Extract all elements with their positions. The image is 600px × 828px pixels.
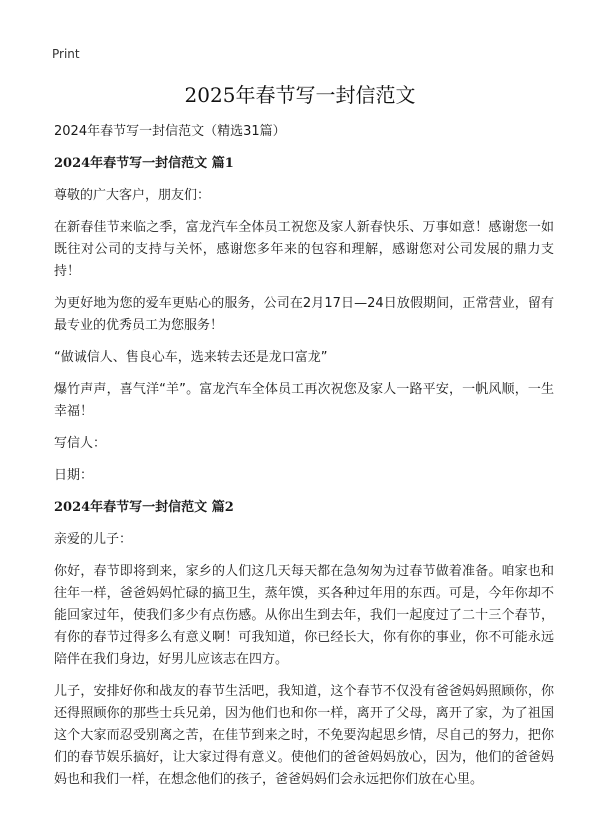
section-heading: 2024年春节写一封信范文 篇2 bbox=[54, 500, 234, 515]
section-heading: 2024年春节写一封信范文 篇1 bbox=[54, 156, 234, 171]
section-2 bbox=[54, 497, 554, 791]
document-body bbox=[54, 121, 554, 801]
document-title: 2025年春节写一封信范文 bbox=[184, 83, 416, 107]
paragraph: 你好，春节即将到来，家乡的人们这几天每天都在急匆匆为过春节做着准备。咱家也和往年一样，爸爸妈妈忙碌的搞卫生，蒸年馍，买各种过年用的东西。可是，今年你却不能回家过年，使我们多少有点伤感。从你出生到去年，我们一起度过了二十三个春节，有你的春节过得多么有意义啊！可我知道，你已经长大，你有你的事业，你不可能永远陪伴在我们身边，好男儿应该志在四方。 bbox=[54, 564, 554, 667]
document-subtitle: 2024年春节写一封信范文（精选31篇） bbox=[54, 124, 286, 139]
paragraph: 在新春佳节来临之季，富龙汽车全体员工祝您及家人新春快乐、万事如意！感谢您一如既往对公司的支持与关怀，感谢您多年来的包容和理解，感谢您对公司发展的鼎力支持！ bbox=[54, 220, 554, 279]
paragraph: 为更好地为您的爱车更贴心的服务，公司在2月17日—24日放假期间，正常营业，留有最专业的优秀员工为您服务！ bbox=[54, 296, 554, 333]
salutation: 尊敬的广大客户，朋友们： bbox=[54, 188, 211, 203]
paragraph: 爆竹声声，喜气洋“羊”。富龙汽车全体员工再次祝您及家人一路平安，一帆风顺，一生幸福！ bbox=[54, 382, 554, 419]
paragraph: “做诚信人、售良心车，选来转去还是龙口富龙” bbox=[54, 350, 328, 365]
date-line: 日期： bbox=[54, 468, 94, 483]
signature-line: 写信人： bbox=[54, 436, 107, 451]
section-1 bbox=[54, 153, 554, 487]
paragraph: 儿子，安排好你和战友的春节生活吧，我知道，这个春节不仅没有爸爸妈妈照顾你，你还得照顾你的那些士兵兄弟，因为他们也和你一样，离开了父母，离开了家，为了祖国这个大家而忍受别离之苦，在佳节到来之时，不免要沟起思乡情，尽自己的努力，把你们的春节娱乐搞好，让大家过得有意义。使他们的爸爸妈妈放心，因为，他们的爸爸妈妈也和我们一样，在想念他们的孩子，爸爸妈妈们会永远把你们放在心里。 bbox=[54, 684, 554, 787]
salutation: 亲爱的儿子： bbox=[54, 532, 133, 547]
print-label: Print bbox=[52, 47, 80, 61]
